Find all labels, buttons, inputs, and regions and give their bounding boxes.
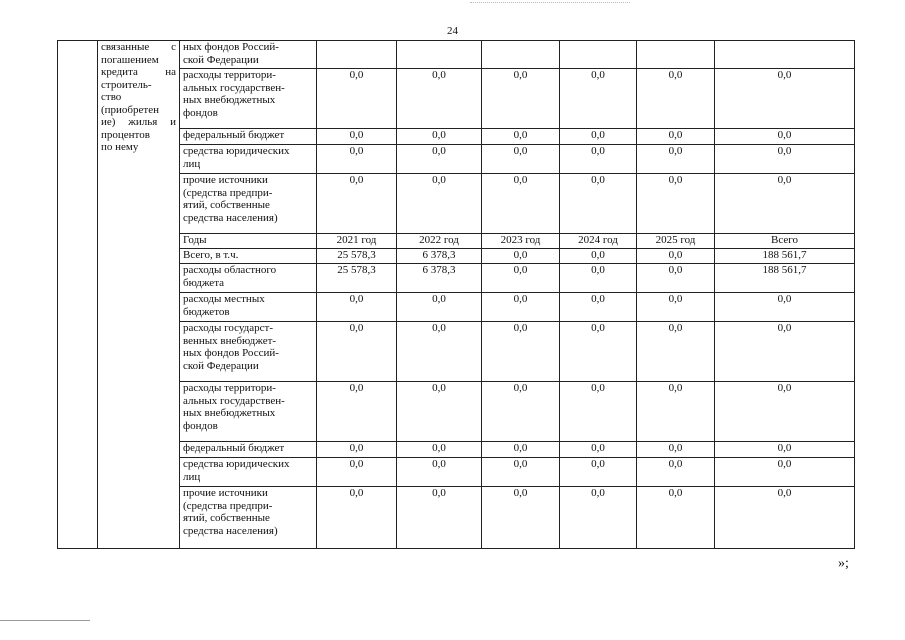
funding-source-line: ных фондов Россий- [183, 41, 279, 53]
year-value-cell: 0,0 [482, 69, 560, 129]
funding-source-cell [180, 174, 317, 234]
year-value-cell: 0,0 [637, 487, 715, 549]
funding-source-line: Годы [183, 234, 207, 246]
year-value-cell: 0,0 [397, 293, 482, 322]
funding-source-line: расходы территори- [183, 382, 276, 394]
year-value-cell: 0,0 [482, 249, 560, 264]
funding-source-line: федеральный бюджет [183, 442, 285, 454]
funding-source-cell [180, 129, 317, 145]
year-value-cell: 0,0 [560, 249, 637, 264]
description-line: по нему [101, 141, 139, 153]
scan-artifact [470, 2, 630, 4]
year-value-cell: 0,0 [397, 129, 482, 145]
measure-description-cell [98, 41, 180, 549]
funding-source-cell [180, 487, 317, 549]
year-value-cell: 0,0 [397, 458, 482, 487]
year-value-cell: 6 378,3 [397, 249, 482, 264]
funding-source-cell [180, 442, 317, 458]
year-value-cell: 0,0 [397, 442, 482, 458]
table-row [58, 41, 855, 69]
year-value-cell: 0,0 [637, 322, 715, 382]
year-value-cell: 0,0 [560, 293, 637, 322]
funding-source-line: бюджетов [183, 305, 230, 318]
year-value-cell: 0,0 [397, 322, 482, 382]
year-value-cell: 0,0 [560, 69, 637, 129]
year-value-cell: 0,0 [317, 145, 397, 174]
year-value-cell: 0,0 [637, 458, 715, 487]
year-value-cell: 0,0 [560, 145, 637, 174]
year-value-cell: 0,0 [560, 322, 637, 382]
year-value-cell: 25 578,3 [317, 249, 397, 264]
scan-artifact-line [0, 620, 90, 621]
year-value-cell: 0,0 [560, 458, 637, 487]
year-value-cell: 0,0 [482, 293, 560, 322]
funding-source-line: фондов [183, 106, 218, 119]
total-value-cell: 0,0 [715, 145, 855, 174]
description-line: (приобретен [101, 103, 159, 116]
funding-source-line: ных внебюджетных [183, 94, 276, 106]
year-value-cell: 0,0 [397, 487, 482, 549]
year-value-cell: 0,0 [482, 322, 560, 382]
year-value-cell: 2021 год [317, 234, 397, 249]
description-line: связанные с [101, 41, 176, 53]
year-value-cell: 0,0 [637, 249, 715, 264]
year-value-cell: 25 578,3 [317, 264, 397, 293]
funding-source-cell [180, 264, 317, 293]
total-value-cell: 188 561,7 [715, 249, 855, 264]
year-value-cell: 0,0 [482, 174, 560, 234]
funding-source-line: средства населения) [183, 211, 278, 224]
funding-source-cell [180, 145, 317, 174]
funding-source-line: ятий, собственные [183, 199, 270, 211]
year-value-cell: 0,0 [560, 487, 637, 549]
funding-source-line: прочие источники [183, 174, 268, 186]
funding-source-line: средства юридических [183, 458, 290, 470]
year-value-cell: 0,0 [397, 69, 482, 129]
year-value-cell: 0,0 [317, 458, 397, 487]
funding-source-line: альных государствен- [183, 81, 285, 94]
total-value-cell: Всего [715, 234, 855, 249]
year-value-cell: 2024 год [560, 234, 637, 249]
year-value-cell: 0,0 [482, 458, 560, 487]
year-value-cell: 0,0 [637, 69, 715, 129]
year-value-cell: 0,0 [482, 129, 560, 145]
funding-source-line: ятий, собственные [183, 512, 270, 524]
description-line: ство [101, 91, 122, 103]
year-value-cell: 0,0 [397, 174, 482, 234]
funding-source-line: венных внебюджет- [183, 334, 277, 347]
year-value-cell: 2022 год [397, 234, 482, 249]
closing-quote: »; [838, 556, 849, 571]
year-value-cell: 0,0 [317, 174, 397, 234]
year-value-cell: 0,0 [560, 174, 637, 234]
total-value-cell: 0,0 [715, 322, 855, 382]
year-value-cell: 0,0 [560, 442, 637, 458]
funding-source-line: альных государствен- [183, 394, 285, 407]
description-line: строитель- [101, 78, 152, 91]
funding-source-line: (средства предпри- [183, 499, 273, 512]
year-value-cell [397, 41, 482, 69]
funding-source-line: ных фондов Россий- [183, 347, 279, 359]
page-number: 24 [447, 25, 458, 37]
funding-source-cell [180, 69, 317, 129]
year-value-cell: 0,0 [397, 145, 482, 174]
funding-source-line: ных внебюджетных [183, 407, 276, 419]
year-value-cell: 0,0 [637, 174, 715, 234]
budget-table [57, 40, 855, 549]
funding-source-cell [180, 382, 317, 442]
total-value-cell: 0,0 [715, 174, 855, 234]
year-value-cell: 0,0 [317, 322, 397, 382]
total-value-cell [715, 41, 855, 69]
funding-source-line: ской Федерации [183, 53, 259, 66]
total-value-cell: 0,0 [715, 293, 855, 322]
year-value-cell: 0,0 [637, 264, 715, 293]
year-value-cell: 0,0 [482, 487, 560, 549]
description-line: ие) жилья и [101, 116, 176, 128]
year-value-cell: 0,0 [397, 382, 482, 442]
year-value-cell [637, 41, 715, 69]
year-value-cell: 0,0 [637, 442, 715, 458]
year-value-cell: 0,0 [482, 442, 560, 458]
total-value-cell: 0,0 [715, 442, 855, 458]
funding-source-line: расходы местных [183, 293, 265, 305]
year-value-cell: 0,0 [317, 442, 397, 458]
year-value-cell: 0,0 [482, 382, 560, 442]
row-number-cell [58, 41, 98, 549]
year-value-cell [482, 41, 560, 69]
funding-source-cell [180, 458, 317, 487]
year-value-cell [560, 41, 637, 69]
description-line: погашением [101, 53, 159, 66]
year-value-cell [317, 41, 397, 69]
total-value-cell: 188 561,7 [715, 264, 855, 293]
funding-source-line: лиц [183, 470, 201, 483]
total-value-cell: 0,0 [715, 129, 855, 145]
total-value-cell: 0,0 [715, 458, 855, 487]
funding-source-line: средства населения) [183, 524, 278, 537]
year-value-cell: 0,0 [637, 145, 715, 174]
funding-source-line: фондов [183, 419, 218, 432]
year-value-cell: 2025 год [637, 234, 715, 249]
funding-source-cell [180, 234, 317, 249]
total-value-cell: 0,0 [715, 382, 855, 442]
year-value-cell: 0,0 [317, 382, 397, 442]
total-value-cell: 0,0 [715, 69, 855, 129]
year-value-cell: 0,0 [482, 145, 560, 174]
funding-source-line: лиц [183, 157, 201, 170]
total-value-cell: 0,0 [715, 487, 855, 549]
description-line: кредита на [101, 66, 176, 78]
funding-source-line: ской Федерации [183, 359, 259, 372]
year-value-cell: 0,0 [560, 382, 637, 442]
year-value-cell: 0,0 [317, 293, 397, 322]
year-value-cell: 0,0 [560, 129, 637, 145]
funding-source-cell [180, 41, 317, 69]
funding-source-line: средства юридических [183, 145, 290, 157]
funding-source-line: прочие источники [183, 487, 268, 499]
year-value-cell: 0,0 [637, 382, 715, 442]
year-value-cell: 6 378,3 [397, 264, 482, 293]
year-value-cell: 0,0 [560, 264, 637, 293]
year-value-cell: 2023 год [482, 234, 560, 249]
year-value-cell: 0,0 [482, 264, 560, 293]
year-value-cell: 0,0 [637, 293, 715, 322]
year-value-cell: 0,0 [317, 129, 397, 145]
funding-source-cell [180, 249, 317, 264]
funding-source-line: федеральный бюджет [183, 129, 285, 141]
year-value-cell: 0,0 [317, 487, 397, 549]
description-line: процентов [101, 128, 150, 141]
funding-source-line: Всего, в т.ч. [183, 249, 239, 261]
funding-source-line: (средства предпри- [183, 186, 273, 199]
funding-source-cell [180, 322, 317, 382]
funding-source-line: расходы областного [183, 264, 277, 276]
year-value-cell: 0,0 [637, 129, 715, 145]
funding-source-line: расходы территори- [183, 69, 276, 81]
year-value-cell: 0,0 [317, 69, 397, 129]
funding-source-cell [180, 293, 317, 322]
funding-source-line: расходы государст- [183, 322, 274, 334]
funding-source-line: бюджета [183, 276, 225, 289]
